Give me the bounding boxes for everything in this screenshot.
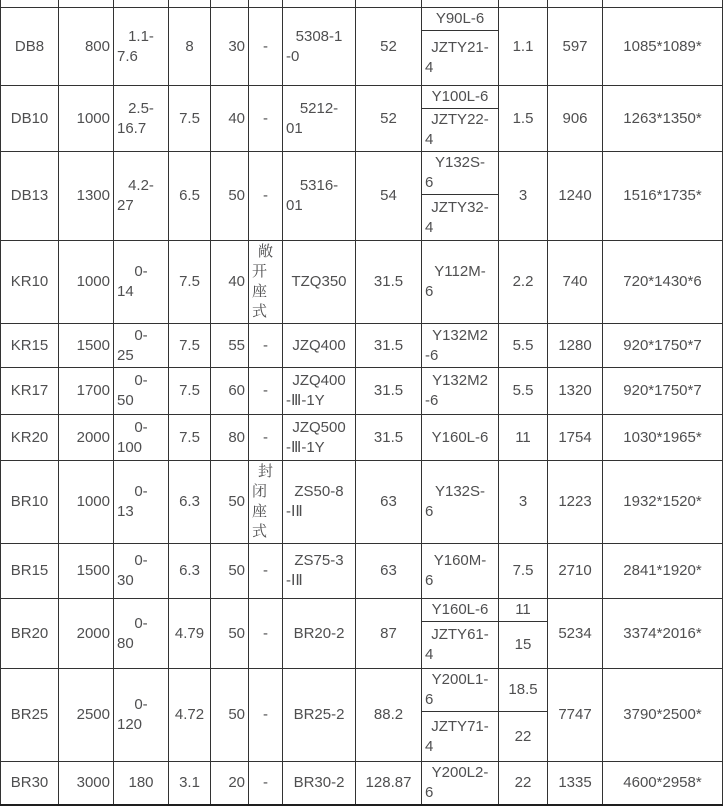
cell-motor: [422, 622, 499, 669]
cell-reducer-line: ZS50-8: [294, 483, 344, 500]
cell-power: 11: [499, 599, 548, 622]
cell-capacity: 800: [59, 8, 114, 86]
cell-model: BR30: [1, 762, 59, 806]
cell-dims: 1030*1965*: [603, 415, 723, 461]
cell-col8: 31.5: [356, 368, 422, 415]
cell-model: BR15: [1, 544, 59, 599]
cell-mount: -: [249, 324, 283, 368]
cell-col4: 7.5: [169, 86, 211, 152]
table-row: [1, 415, 723, 461]
cell-col5: 50: [211, 461, 249, 544]
cell-ratio-line: 0-: [134, 418, 148, 436]
cell-capacity: 1000: [59, 86, 114, 152]
cell-model: DB10: [1, 86, 59, 152]
cell-ratio-line: 30: [117, 572, 134, 589]
cell-ratio-line: 100: [117, 438, 143, 456]
cell-ratio-line: 120: [117, 716, 143, 733]
cell-reducer: [283, 544, 356, 599]
cell-power: 22: [499, 762, 548, 806]
cell-reducer: BR20-2: [283, 599, 356, 669]
cell-motor-line: 6: [425, 691, 434, 708]
cell-motor-line: 4: [425, 218, 434, 236]
cell-ratio-line: 80: [117, 634, 134, 652]
cell-capacity: 1300: [59, 152, 114, 241]
table-row: [1, 241, 723, 324]
table-row: [1, 461, 723, 544]
cell-ratio-line: 2.5-: [128, 99, 154, 117]
table-row: [1, 368, 723, 415]
cell-weight: 7747: [548, 669, 603, 762]
cell-motor-line: Y132M2: [432, 326, 488, 344]
cell-reducer: TZQ350: [283, 241, 356, 324]
cell-col4: 8: [169, 8, 211, 86]
cropped-cell: [114, 0, 169, 8]
cell-power: 1.1: [499, 8, 548, 86]
cell-motor-line: Y200L1-: [431, 671, 489, 688]
cell-model: KR10: [1, 241, 59, 324]
cell-reducer: [283, 86, 356, 152]
table-row: [1, 599, 723, 622]
cropped-cell: [548, 0, 603, 8]
table-row: [1, 8, 723, 31]
cell-motor-line: 6: [425, 503, 434, 520]
cell-reducer-line: JZQ500: [292, 418, 346, 436]
cell-col4: 7.5: [169, 241, 211, 324]
cell-motor-line: Y132M2: [432, 372, 488, 389]
cropped-cell: [1, 0, 59, 8]
cell-weight: 1223: [548, 461, 603, 544]
cell-ratio-line: 1.1-: [128, 27, 154, 45]
cropped-cell: [59, 0, 114, 8]
cell-col4: 7.5: [169, 415, 211, 461]
cell-dims: 1932*1520*: [603, 461, 723, 544]
cell-reducer-line: JZQ400: [292, 372, 346, 389]
cropped-cell: [356, 0, 422, 8]
cell-motor-line: Y160M-: [433, 552, 487, 569]
cell-ratio: 180: [114, 762, 169, 806]
cell-capacity: 2000: [59, 599, 114, 669]
table-row: [1, 152, 723, 195]
cell-col5: 40: [211, 241, 249, 324]
cell-motor: [422, 109, 499, 152]
cell-power: 11: [499, 415, 548, 461]
cell-weight: 1320: [548, 368, 603, 415]
cropped-cell: [169, 0, 211, 8]
cell-mount: -: [249, 368, 283, 415]
cell-weight: 1335: [548, 762, 603, 806]
cropped-cell: [249, 0, 283, 8]
cell-capacity: 1000: [59, 241, 114, 324]
cell-motor-line: Y112M-: [434, 263, 486, 280]
cell-col4: 7.5: [169, 368, 211, 415]
cell-capacity: 3000: [59, 762, 114, 806]
cell-reducer: JZQ400: [283, 324, 356, 368]
cell-col5: 50: [211, 669, 249, 762]
table-row: [1, 544, 723, 599]
cell-motor: [422, 324, 499, 368]
cell-motor: [422, 31, 499, 86]
cell-motor: [422, 461, 499, 544]
cell-power: 1.5: [499, 86, 548, 152]
cell-ratio: [114, 461, 169, 544]
cell-power: 2.2: [499, 241, 548, 324]
cell-reducer: [283, 8, 356, 86]
cell-model: DB8: [1, 8, 59, 86]
cell-col8: 88.2: [356, 669, 422, 762]
cell-col8: 63: [356, 544, 422, 599]
cell-ratio: [114, 8, 169, 86]
cell-motor-line: Y200L2-: [431, 764, 489, 781]
cell-capacity: 1700: [59, 368, 114, 415]
cell-model: KR20: [1, 415, 59, 461]
cell-power: 3: [499, 461, 548, 544]
cell-col5: 60: [211, 368, 249, 415]
cell-reducer-line: -0: [286, 47, 300, 65]
cell-col4: 3.1: [169, 762, 211, 806]
cell-power: 22: [499, 712, 548, 762]
cell-motor: Y160L-6: [422, 415, 499, 461]
cell-motor-line: Y132S-: [434, 483, 486, 500]
cell-motor-line: 4: [425, 59, 434, 76]
cell-model: KR17: [1, 368, 59, 415]
cell-ratio: [114, 86, 169, 152]
cell-ratio-line: 27: [117, 197, 134, 214]
cell-ratio-line: 0-: [134, 483, 148, 500]
cell-motor: [422, 544, 499, 599]
cell-reducer: [283, 368, 356, 415]
cell-mount: -: [249, 544, 283, 599]
cell-motor-line: 4: [425, 131, 434, 148]
cell-col8: 52: [356, 86, 422, 152]
cropped-cell: [499, 0, 548, 8]
cell-ratio-line: 14: [117, 283, 134, 300]
cell-ratio-line: 7.6: [117, 47, 138, 65]
cell-mount-line: 封: [257, 463, 273, 480]
cell-col4: 7.5: [169, 324, 211, 368]
cell-reducer: BR30-2: [283, 762, 356, 806]
cell-ratio-line: 25: [117, 346, 134, 364]
cell-ratio-line: 0-: [134, 552, 148, 569]
cell-mount-line: 开座: [252, 263, 268, 300]
cell-motor: [422, 762, 499, 806]
cell-motor-line: 6: [425, 174, 434, 191]
cell-mount: [249, 241, 283, 324]
cell-ratio-line: 13: [117, 503, 134, 520]
cell-model: DB13: [1, 152, 59, 241]
cell-ratio: [114, 599, 169, 669]
cell-motor-line: JZTY61-: [431, 626, 489, 643]
cell-mount: -: [249, 86, 283, 152]
cell-dims: 3790*2500*: [603, 669, 723, 762]
cell-ratio-line: 50: [117, 392, 134, 409]
cell-power: 5.5: [499, 368, 548, 415]
cell-col8: 63: [356, 461, 422, 544]
cell-motor: [422, 195, 499, 241]
cell-mount: -: [249, 415, 283, 461]
cell-power: 7.5: [499, 544, 548, 599]
cell-col5: 55: [211, 324, 249, 368]
cell-ratio-line: 0-: [134, 614, 148, 632]
cell-col5: 50: [211, 599, 249, 669]
cell-col8: 54: [356, 152, 422, 241]
cell-col4: 6.5: [169, 152, 211, 241]
cell-reducer: [283, 415, 356, 461]
cell-motor-line: JZTY22-: [431, 111, 489, 128]
cell-ratio: [114, 669, 169, 762]
cell-mount-line: 敞: [257, 243, 273, 260]
cell-motor-line: 4: [425, 737, 434, 755]
cell-col4: 4.72: [169, 669, 211, 762]
cell-mount: [249, 461, 283, 544]
cell-motor-line: -6: [425, 346, 439, 364]
cell-dims: 2841*1920*: [603, 544, 723, 599]
cell-motor: Y90L-6: [422, 8, 499, 31]
cell-dims: 3374*2016*: [603, 599, 723, 669]
cell-dims: 1085*1089*: [603, 8, 723, 86]
cell-mount-line: 式: [252, 523, 268, 540]
cell-ratio: [114, 152, 169, 241]
cell-col8: 128.87: [356, 762, 422, 806]
table-row: [1, 669, 723, 712]
cell-ratio: [114, 415, 169, 461]
cell-ratio-line: 0-: [134, 372, 148, 389]
cell-motor: [422, 669, 499, 712]
cell-mount: -: [249, 762, 283, 806]
cell-col8: 31.5: [356, 241, 422, 324]
cell-reducer: [283, 461, 356, 544]
cell-dims: 920*1750*7: [603, 324, 723, 368]
cell-capacity: 1500: [59, 544, 114, 599]
cell-weight: 2710: [548, 544, 603, 599]
cell-weight: 1754: [548, 415, 603, 461]
cell-power: 18.5: [499, 669, 548, 712]
cell-col8: 31.5: [356, 415, 422, 461]
cell-weight: 1280: [548, 324, 603, 368]
cell-motor-line: JZTY21-: [431, 39, 489, 56]
cell-model: BR10: [1, 461, 59, 544]
cell-col5: 40: [211, 86, 249, 152]
cell-col5: 50: [211, 152, 249, 241]
table-row: [1, 86, 723, 109]
cell-capacity: 2500: [59, 669, 114, 762]
cell-ratio-line: 16.7: [117, 119, 147, 137]
cell-motor: [422, 368, 499, 415]
cell-dims: 720*1430*6: [603, 241, 723, 324]
cell-reducer-line: 01: [286, 197, 303, 214]
cell-col4: 6.3: [169, 544, 211, 599]
cell-ratio-line: 0-: [134, 263, 148, 280]
cropped-header-row: [1, 0, 723, 8]
cell-reducer: BR25-2: [283, 669, 356, 762]
cell-model: KR15: [1, 324, 59, 368]
cell-model: BR20: [1, 599, 59, 669]
cell-col5: 80: [211, 415, 249, 461]
cell-weight: 597: [548, 8, 603, 86]
cell-motor-line: JZTY71-: [431, 717, 489, 735]
cell-ratio: [114, 241, 169, 324]
table-row: [1, 324, 723, 368]
cell-motor-line: -6: [425, 392, 439, 409]
cell-mount: -: [249, 599, 283, 669]
cell-col8: 31.5: [356, 324, 422, 368]
cell-weight: 906: [548, 86, 603, 152]
cell-reducer-line: ZS75-3: [294, 552, 344, 569]
cropped-cell: [603, 0, 723, 8]
cell-power: 5.5: [499, 324, 548, 368]
cell-motor: Y100L-6: [422, 86, 499, 109]
cell-weight: 1240: [548, 152, 603, 241]
cell-weight: 5234: [548, 599, 603, 669]
cell-col8: 87: [356, 599, 422, 669]
cell-mount: -: [249, 152, 283, 241]
cell-col4: 6.3: [169, 461, 211, 544]
cropped-cell: [211, 0, 249, 8]
cell-reducer: [283, 152, 356, 241]
cell-motor-line: 6: [425, 283, 434, 300]
cell-reducer-line: 01: [286, 119, 303, 137]
cell-dims: 1516*1735*: [603, 152, 723, 241]
table-row: [1, 762, 723, 806]
cell-power: 15: [499, 622, 548, 669]
cell-col5: 20: [211, 762, 249, 806]
cell-ratio-line: 4.2-: [128, 177, 154, 194]
cell-col5: 30: [211, 8, 249, 86]
cell-mount: -: [249, 669, 283, 762]
cell-reducer-line: -Ⅲ-1Y: [286, 392, 325, 409]
cell-capacity: 1000: [59, 461, 114, 544]
cell-col4: 4.79: [169, 599, 211, 669]
cell-reducer-line: -ⅠⅡ: [286, 572, 303, 589]
cell-reducer-line: -ⅠⅡ: [286, 503, 303, 520]
cell-weight: 740: [548, 241, 603, 324]
cell-power: 3: [499, 152, 548, 241]
cell-capacity: 2000: [59, 415, 114, 461]
cell-model: BR25: [1, 669, 59, 762]
cell-motor-line: 4: [425, 646, 434, 663]
cell-ratio-line: 0-: [134, 326, 148, 344]
cell-motor: Y160L-6: [422, 599, 499, 622]
cell-motor-line: JZTY32-: [431, 198, 489, 216]
cropped-cell: [283, 0, 356, 8]
cell-mount: -: [249, 8, 283, 86]
cell-reducer-line: 5316-: [299, 177, 339, 194]
cell-ratio: [114, 544, 169, 599]
cell-ratio: [114, 368, 169, 415]
cell-col8: 52: [356, 8, 422, 86]
cell-reducer-line: -Ⅲ-1Y: [286, 438, 325, 456]
cell-motor-line: 6: [425, 784, 434, 801]
cell-dims: 920*1750*7: [603, 368, 723, 415]
cell-dims: 4600*2958*: [603, 762, 723, 806]
cell-ratio: [114, 324, 169, 368]
cell-dims: 1263*1350*: [603, 86, 723, 152]
cell-mount-line: 式: [252, 303, 268, 320]
cell-motor-line: 6: [425, 572, 434, 589]
cell-motor: [422, 241, 499, 324]
cell-reducer-line: 5308-1: [295, 27, 343, 45]
cell-col5: 50: [211, 544, 249, 599]
cell-capacity: 1500: [59, 324, 114, 368]
cell-ratio-line: 0-: [134, 696, 148, 713]
cell-motor: [422, 152, 499, 195]
cell-motor-line: Y132S-: [434, 154, 486, 171]
cell-reducer-line: 5212-: [299, 99, 339, 117]
cell-mount-line: 闭座: [252, 483, 268, 520]
cell-motor: [422, 712, 499, 762]
cropped-cell: [422, 0, 499, 8]
